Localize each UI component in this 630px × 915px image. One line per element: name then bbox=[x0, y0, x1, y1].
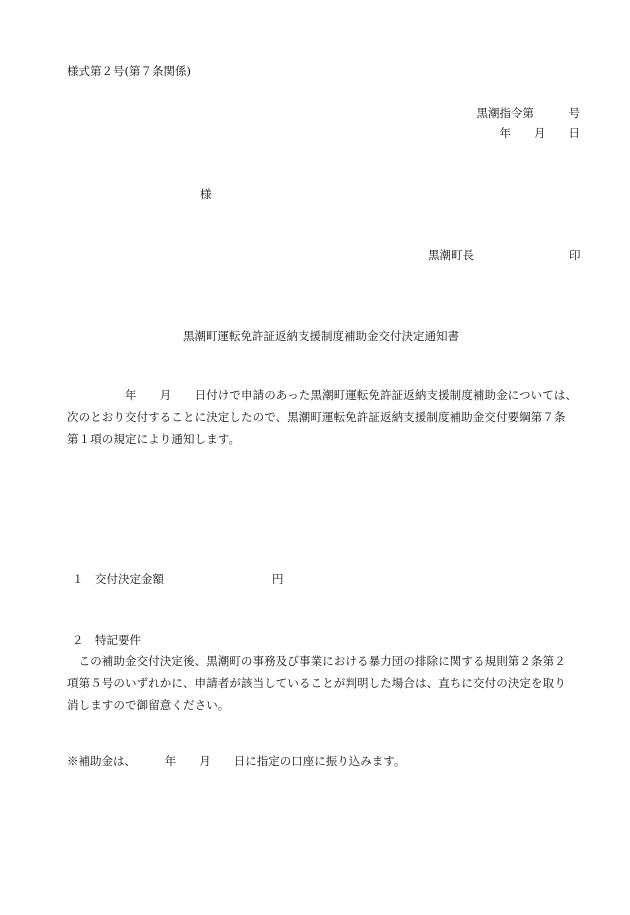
item2-label: ２ 特記要件 bbox=[72, 633, 141, 647]
requirement-line: 消しますので御留意ください。 bbox=[67, 698, 230, 712]
recipient-honorific: 様 bbox=[200, 187, 212, 201]
sender-name: 黒潮町長 bbox=[428, 248, 474, 262]
form-number-label: 様式第２号(第７条関係) bbox=[67, 64, 191, 78]
body-line: 第１項の規定により通知します。 bbox=[67, 432, 241, 446]
body-line: 年 月 日付けで申請のあった黒潮町運転免許証返納支援制度補助金については、 bbox=[67, 388, 578, 402]
body-line: 次のとおり交付することに決定したので、黒潮町運転免許証返納支援制度補助金交付要綱第７条 bbox=[67, 410, 566, 424]
payment-note: ※補助金は、 年 月 日に指定の口座に振り込みます。 bbox=[67, 754, 406, 768]
item1-unit: 円 bbox=[272, 572, 284, 586]
item1-label: １ 交付決定金額 bbox=[72, 572, 164, 586]
seal-mark: 印 bbox=[569, 248, 581, 262]
body-paragraph bbox=[67, 384, 582, 450]
special-requirements-paragraph bbox=[67, 650, 582, 716]
document-title: 黒潮町運転免許証返納支援制度補助金交付決定通知書 bbox=[183, 329, 459, 343]
issue-date: 年 月 日 bbox=[499, 126, 580, 140]
requirement-line: 項第５号のいずれかに、申請者が該当していることが判明した場合は、直ちに交付の決定を取り bbox=[67, 676, 566, 690]
requirement-line: この補助金交付決定後、黒潮町の事務及び事業における暴力団の排除に関する規則第２条第２ bbox=[67, 654, 566, 668]
document-number: 黒潮指令第 号 bbox=[476, 106, 580, 120]
